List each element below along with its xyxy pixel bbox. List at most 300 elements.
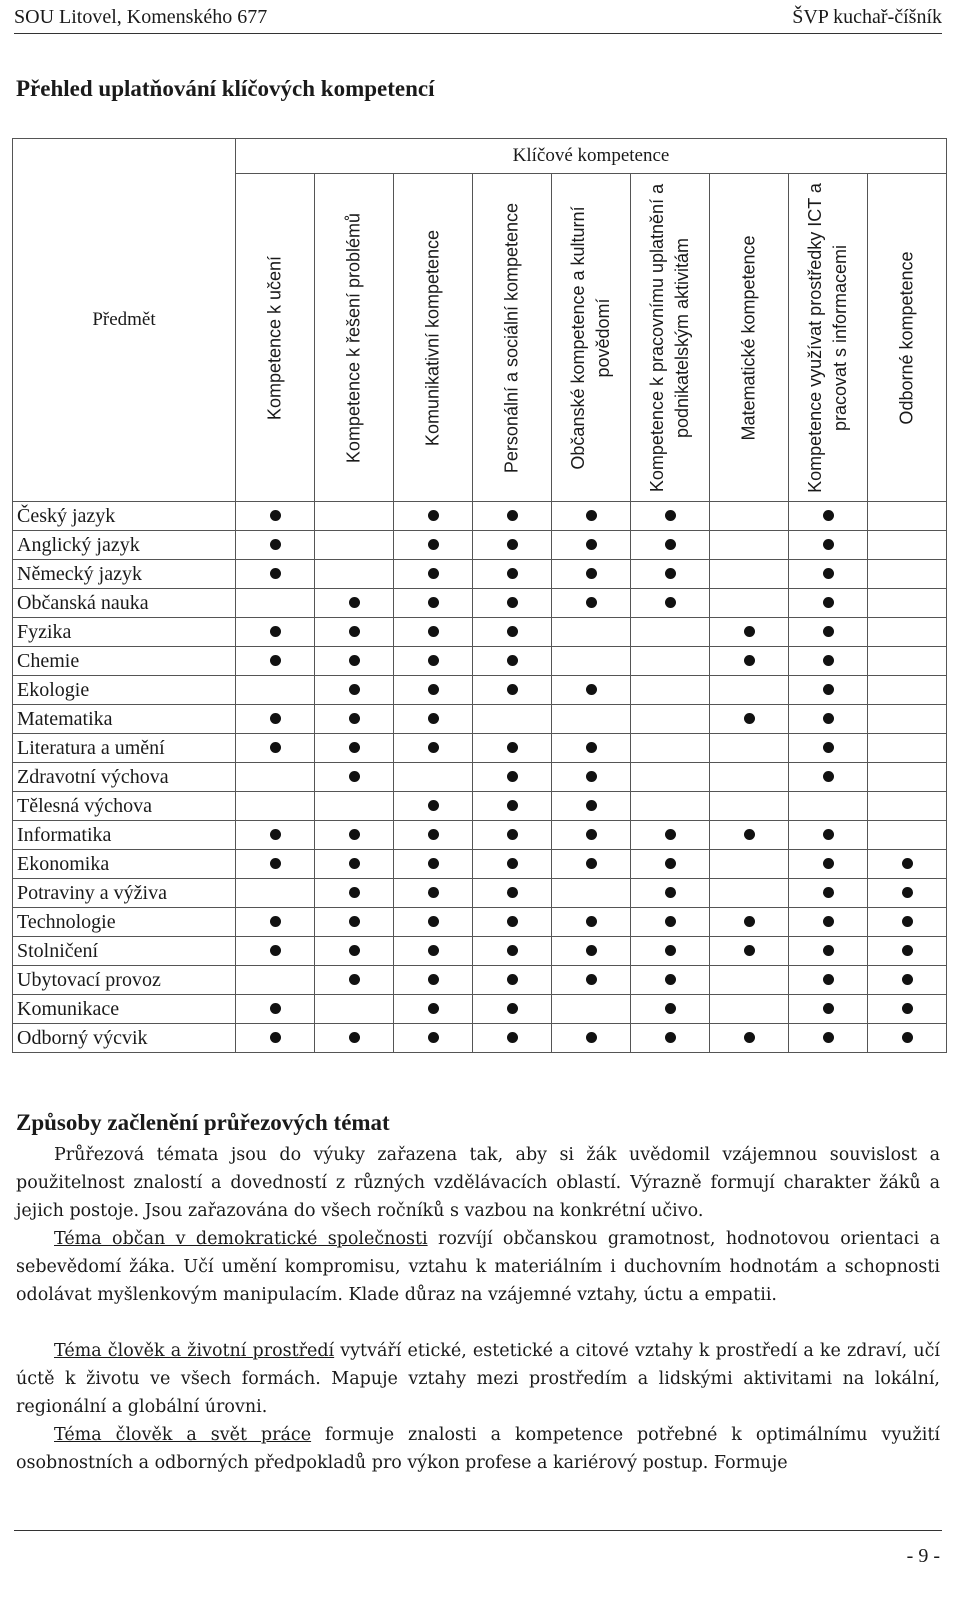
paragraph-environment	[16, 1338, 940, 1421]
competence-cell	[868, 560, 947, 589]
bullet-mark-icon	[507, 510, 518, 521]
competence-cell	[868, 647, 947, 676]
competence-cell	[789, 560, 868, 589]
competence-cell	[552, 937, 631, 966]
competence-cell	[552, 560, 631, 589]
competence-column-label: Kompetence k učení	[264, 255, 285, 420]
competence-cell	[868, 850, 947, 879]
bullet-mark-icon	[270, 539, 281, 550]
competence-cell	[868, 705, 947, 734]
bullet-mark-icon	[507, 858, 518, 869]
bullet-mark-icon	[744, 829, 755, 840]
bullet-mark-icon	[665, 539, 676, 550]
competence-cell	[631, 937, 710, 966]
bullet-mark-icon	[349, 974, 360, 985]
competence-cell	[315, 1024, 394, 1053]
topic-environment-text: vytváří etické, estetické a citové vztahy k prostředí a ke zdraví, učí úctě k životu ve všech formách. Mapuje vztahy mezi prostředím a lidskými aktivitami na lokální, regionální a globální úrovni.	[16, 1341, 940, 1417]
bullet-mark-icon	[586, 974, 597, 985]
bullet-mark-icon	[823, 655, 834, 666]
competence-cell	[631, 705, 710, 734]
competence-cell	[315, 560, 394, 589]
header-rule	[14, 33, 942, 34]
competence-cell	[394, 792, 473, 821]
competence-cell	[868, 1024, 947, 1053]
competence-cell	[789, 937, 868, 966]
bullet-mark-icon	[428, 887, 439, 898]
competence-cell	[552, 995, 631, 1024]
table-row	[13, 966, 947, 995]
competence-cell	[710, 1024, 789, 1053]
competence-cell	[394, 937, 473, 966]
competence-cell	[552, 647, 631, 676]
bullet-mark-icon	[586, 597, 597, 608]
competence-cell	[236, 937, 315, 966]
bullet-mark-icon	[507, 626, 518, 637]
bullet-mark-icon	[823, 1003, 834, 1014]
bullet-mark-icon	[744, 1032, 755, 1043]
competence-cell	[394, 618, 473, 647]
competence-cell	[789, 995, 868, 1024]
school-name: SOU Litovel, Komenského 677	[14, 6, 268, 28]
bullet-mark-icon	[586, 742, 597, 753]
competence-cell	[552, 879, 631, 908]
competence-cell	[315, 647, 394, 676]
table-row	[13, 734, 947, 763]
bullet-mark-icon	[823, 626, 834, 637]
competence-cell	[473, 879, 552, 908]
bullet-mark-icon	[665, 974, 676, 985]
competence-cell	[710, 821, 789, 850]
competence-cell	[473, 763, 552, 792]
competence-column-label: Odborné kompetence	[896, 251, 917, 425]
bullet-mark-icon	[349, 684, 360, 695]
bullet-mark-icon	[507, 974, 518, 985]
bullet-mark-icon	[349, 771, 360, 782]
competence-cell	[710, 850, 789, 879]
competence-cell	[552, 1024, 631, 1053]
topic-work-link: Téma člověk a svět práce	[54, 1425, 312, 1445]
bullet-mark-icon	[823, 597, 834, 608]
competence-cell	[552, 792, 631, 821]
bullet-mark-icon	[507, 597, 518, 608]
competence-cell	[631, 908, 710, 937]
competence-cell	[394, 560, 473, 589]
bullet-mark-icon	[902, 887, 913, 898]
bullet-mark-icon	[902, 974, 913, 985]
competence-cell	[473, 589, 552, 618]
bullet-mark-icon	[507, 916, 518, 927]
competence-cell	[315, 879, 394, 908]
bullet-mark-icon	[665, 597, 676, 608]
bullet-mark-icon	[586, 800, 597, 811]
competence-cell	[315, 850, 394, 879]
topic-civic-link: Téma občan v demokratické společnosti	[54, 1229, 428, 1249]
page-number: - 9 -	[906, 1545, 940, 1567]
competence-cell	[394, 734, 473, 763]
bullet-mark-icon	[902, 945, 913, 956]
bullet-mark-icon	[270, 626, 281, 637]
competence-cell	[236, 792, 315, 821]
bullet-mark-icon	[823, 858, 834, 869]
bullet-mark-icon	[823, 742, 834, 753]
paragraph-civic	[16, 1226, 940, 1309]
bullet-mark-icon	[270, 655, 281, 666]
competence-cell	[631, 966, 710, 995]
competence-cell	[552, 966, 631, 995]
bullet-mark-icon	[744, 713, 755, 724]
competence-cell	[631, 676, 710, 705]
competence-cell	[552, 676, 631, 705]
key-competences-header: Klíčové kompetence	[236, 139, 947, 174]
bullet-mark-icon	[902, 916, 913, 927]
competence-cell	[552, 850, 631, 879]
competence-cell	[710, 531, 789, 560]
competence-cell	[868, 995, 947, 1024]
competence-cell	[236, 763, 315, 792]
subject-name: Odborný výcvik	[13, 1024, 236, 1053]
competence-cell	[552, 618, 631, 647]
subject-name: Literatura a umění	[13, 734, 236, 763]
competence-cell	[868, 734, 947, 763]
competence-cell	[789, 879, 868, 908]
competence-cell	[315, 589, 394, 618]
bullet-mark-icon	[823, 945, 834, 956]
bullet-mark-icon	[428, 539, 439, 550]
competence-cell	[789, 647, 868, 676]
competence-column-header	[868, 174, 947, 502]
bullet-mark-icon	[270, 568, 281, 579]
competence-cell	[631, 589, 710, 618]
competence-cell	[789, 589, 868, 618]
competence-cell	[710, 734, 789, 763]
competence-cell	[710, 763, 789, 792]
competence-cell	[394, 502, 473, 531]
competence-cell	[473, 908, 552, 937]
competence-cell	[631, 734, 710, 763]
bullet-mark-icon	[270, 858, 281, 869]
bullet-mark-icon	[507, 655, 518, 666]
bullet-mark-icon	[823, 684, 834, 695]
competence-cell	[473, 705, 552, 734]
table-row	[13, 589, 947, 618]
bullet-mark-icon	[665, 887, 676, 898]
competence-cell	[789, 908, 868, 937]
competence-column-label: Personální a sociální kompetence	[501, 202, 522, 473]
bullet-mark-icon	[902, 1003, 913, 1014]
competence-cell	[315, 676, 394, 705]
bullet-mark-icon	[665, 916, 676, 927]
competence-cell	[236, 676, 315, 705]
competence-cell	[473, 560, 552, 589]
competence-cell	[236, 821, 315, 850]
competence-cell	[473, 502, 552, 531]
bullet-mark-icon	[823, 887, 834, 898]
bullet-mark-icon	[665, 829, 676, 840]
competence-cell	[631, 502, 710, 531]
bullet-mark-icon	[349, 829, 360, 840]
bullet-mark-icon	[507, 800, 518, 811]
bullet-mark-icon	[586, 945, 597, 956]
bullet-mark-icon	[349, 597, 360, 608]
bullet-mark-icon	[428, 742, 439, 753]
bullet-mark-icon	[507, 887, 518, 898]
subject-name: Český jazyk	[13, 502, 236, 531]
competence-cell	[789, 966, 868, 995]
subject-name: Občanská nauka	[13, 589, 236, 618]
competence-cell	[868, 531, 947, 560]
table-row	[13, 908, 947, 937]
competence-cell	[315, 937, 394, 966]
competence-cell	[710, 589, 789, 618]
competence-column-label: Kompetence využívat prostředky ICT a pracovat s informacemi	[805, 182, 850, 493]
bullet-mark-icon	[586, 539, 597, 550]
subject-name: Informatika	[13, 821, 236, 850]
bullet-mark-icon	[744, 626, 755, 637]
competence-cell	[394, 705, 473, 734]
bullet-mark-icon	[349, 945, 360, 956]
subject-name: Německý jazyk	[13, 560, 236, 589]
competence-column-header	[789, 174, 868, 502]
competence-cell	[315, 995, 394, 1024]
competence-column-header	[315, 174, 394, 502]
bullet-mark-icon	[270, 1003, 281, 1014]
bullet-mark-icon	[270, 829, 281, 840]
competence-cell	[631, 763, 710, 792]
bullet-mark-icon	[349, 858, 360, 869]
bullet-mark-icon	[586, 829, 597, 840]
bullet-mark-icon	[270, 742, 281, 753]
bullet-mark-icon	[586, 1032, 597, 1043]
competence-cell	[710, 879, 789, 908]
competence-cell	[868, 676, 947, 705]
competence-cell	[394, 995, 473, 1024]
competence-cell	[631, 850, 710, 879]
competence-cell	[710, 618, 789, 647]
competence-cell	[394, 821, 473, 850]
page-title: Přehled uplatňování klíčových kompetencí	[16, 76, 435, 101]
competence-cell	[868, 908, 947, 937]
table-row	[13, 560, 947, 589]
table-row	[13, 937, 947, 966]
competence-cell	[315, 705, 394, 734]
table-row	[13, 763, 947, 792]
bullet-mark-icon	[823, 771, 834, 782]
competence-cell	[394, 647, 473, 676]
competence-cell	[868, 589, 947, 618]
competence-cell	[789, 792, 868, 821]
bullet-mark-icon	[270, 1032, 281, 1043]
competence-cell	[868, 879, 947, 908]
subject-name: Zdravotní výchova	[13, 763, 236, 792]
bullet-mark-icon	[428, 829, 439, 840]
bullet-mark-icon	[428, 568, 439, 579]
bullet-mark-icon	[270, 945, 281, 956]
competence-column-header	[236, 174, 315, 502]
competence-cell	[631, 879, 710, 908]
competence-cell	[631, 531, 710, 560]
bullet-mark-icon	[349, 626, 360, 637]
page-header	[14, 6, 942, 32]
competence-cell	[315, 821, 394, 850]
bullet-mark-icon	[349, 742, 360, 753]
competence-column-header	[473, 174, 552, 502]
competence-table	[12, 138, 947, 1053]
competence-cell	[789, 705, 868, 734]
subject-name: Tělesná výchova	[13, 792, 236, 821]
competence-cell	[631, 1024, 710, 1053]
competence-cell	[236, 879, 315, 908]
topic-environment-link: Téma člověk a životní prostředí	[54, 1341, 335, 1361]
bullet-mark-icon	[428, 713, 439, 724]
table-row	[13, 821, 947, 850]
competence-cell	[789, 821, 868, 850]
competence-cell	[473, 937, 552, 966]
competence-cell	[394, 966, 473, 995]
competence-column-label: Matematické kompetence	[738, 235, 759, 441]
bullet-mark-icon	[349, 916, 360, 927]
competence-cell	[236, 908, 315, 937]
competence-cell	[552, 705, 631, 734]
bullet-mark-icon	[586, 916, 597, 927]
topic-work-text: formuje znalosti a kompetence potřebné k optimálnímu využití osobnostních a odborných předpokladů pro výkon profese a kariérový postup. Formuje	[16, 1425, 940, 1473]
competence-cell	[710, 995, 789, 1024]
section-title: Způsoby začlenění průřezových témat	[16, 1110, 390, 1135]
bullet-mark-icon	[428, 597, 439, 608]
bullet-mark-icon	[428, 626, 439, 637]
competence-cell	[631, 792, 710, 821]
bullet-mark-icon	[823, 568, 834, 579]
bullet-mark-icon	[428, 684, 439, 695]
bullet-mark-icon	[823, 510, 834, 521]
bullet-mark-icon	[349, 1032, 360, 1043]
bullet-mark-icon	[902, 1032, 913, 1043]
competence-cell	[789, 618, 868, 647]
competence-cell	[631, 647, 710, 676]
competence-cell	[552, 763, 631, 792]
bullet-mark-icon	[586, 568, 597, 579]
competence-cell	[710, 647, 789, 676]
table-row	[13, 531, 947, 560]
competence-cell	[631, 821, 710, 850]
bullet-mark-icon	[428, 945, 439, 956]
bullet-mark-icon	[823, 539, 834, 550]
bullet-mark-icon	[902, 858, 913, 869]
paragraph-work	[16, 1422, 940, 1478]
footer-rule	[14, 1530, 942, 1531]
subject-name: Ubytovací provoz	[13, 966, 236, 995]
competence-cell	[868, 502, 947, 531]
competence-column-header	[552, 174, 631, 502]
bullet-mark-icon	[823, 1032, 834, 1043]
bullet-mark-icon	[507, 539, 518, 550]
bullet-mark-icon	[823, 916, 834, 927]
competence-column-label: Občanské kompetence a kulturní povědomí	[568, 205, 613, 470]
competence-cell	[710, 966, 789, 995]
bullet-mark-icon	[665, 1003, 676, 1014]
competence-cell	[710, 908, 789, 937]
bullet-mark-icon	[586, 858, 597, 869]
bullet-mark-icon	[428, 858, 439, 869]
bullet-mark-icon	[744, 655, 755, 666]
competence-cell	[552, 821, 631, 850]
subject-name: Fyzika	[13, 618, 236, 647]
bullet-mark-icon	[507, 945, 518, 956]
competence-cell	[789, 763, 868, 792]
table-row	[13, 995, 947, 1024]
competence-cell	[868, 937, 947, 966]
competence-cell	[315, 502, 394, 531]
competence-column-header	[710, 174, 789, 502]
bullet-mark-icon	[823, 829, 834, 840]
competence-column-label: Kompetence k pracovnímu uplatnění a podnikatelským aktivitám	[647, 183, 692, 492]
competence-cell	[868, 792, 947, 821]
competence-cell	[394, 1024, 473, 1053]
bullet-mark-icon	[428, 1032, 439, 1043]
competence-cell	[394, 589, 473, 618]
competence-cell	[473, 792, 552, 821]
competence-cell	[315, 734, 394, 763]
competence-cell	[710, 560, 789, 589]
competence-column-header	[631, 174, 710, 502]
bullet-mark-icon	[507, 771, 518, 782]
bullet-mark-icon	[349, 655, 360, 666]
competence-cell	[473, 676, 552, 705]
competence-cell	[315, 618, 394, 647]
competence-cell	[552, 531, 631, 560]
subject-name: Stolničení	[13, 937, 236, 966]
competence-cell	[473, 821, 552, 850]
competence-cell	[552, 589, 631, 618]
competence-cell	[236, 734, 315, 763]
bullet-mark-icon	[270, 510, 281, 521]
competence-cell	[631, 995, 710, 1024]
competence-cell	[552, 908, 631, 937]
bullet-mark-icon	[428, 655, 439, 666]
subject-name: Ekologie	[13, 676, 236, 705]
competence-cell	[315, 792, 394, 821]
competence-cell	[236, 589, 315, 618]
bullet-mark-icon	[665, 510, 676, 521]
competence-cell	[710, 705, 789, 734]
competence-cell	[789, 1024, 868, 1053]
competence-cell	[315, 966, 394, 995]
competence-cell	[394, 908, 473, 937]
topic-civic-text: rozvíjí občanskou gramotnost, hodnotovou orientaci a sebevědomí žáka. Učí umění kompromisu, vztahu k materiálním i duchovním hodnotám a schopnosti odolávat myšlenkovým manipulacím. Klade důraz na vzájemné vztahy, úctu a empatii.	[16, 1229, 941, 1305]
bullet-mark-icon	[823, 713, 834, 724]
bullet-mark-icon	[428, 1003, 439, 1014]
competence-cell	[789, 502, 868, 531]
bullet-mark-icon	[428, 916, 439, 927]
subject-name: Anglický jazyk	[13, 531, 236, 560]
competence-cell	[236, 850, 315, 879]
bullet-mark-icon	[507, 568, 518, 579]
table-row	[13, 705, 947, 734]
competence-cell	[710, 676, 789, 705]
table-row	[13, 879, 947, 908]
competence-cell	[789, 734, 868, 763]
bullet-mark-icon	[349, 887, 360, 898]
competence-cell	[315, 763, 394, 792]
subject-header: Předmět	[13, 139, 236, 502]
competence-column-header	[394, 174, 473, 502]
competence-cell	[394, 763, 473, 792]
competence-cell	[236, 966, 315, 995]
table-row	[13, 1024, 947, 1053]
competence-cell	[552, 502, 631, 531]
competence-cell	[394, 676, 473, 705]
competence-cell	[473, 618, 552, 647]
bullet-mark-icon	[665, 1032, 676, 1043]
